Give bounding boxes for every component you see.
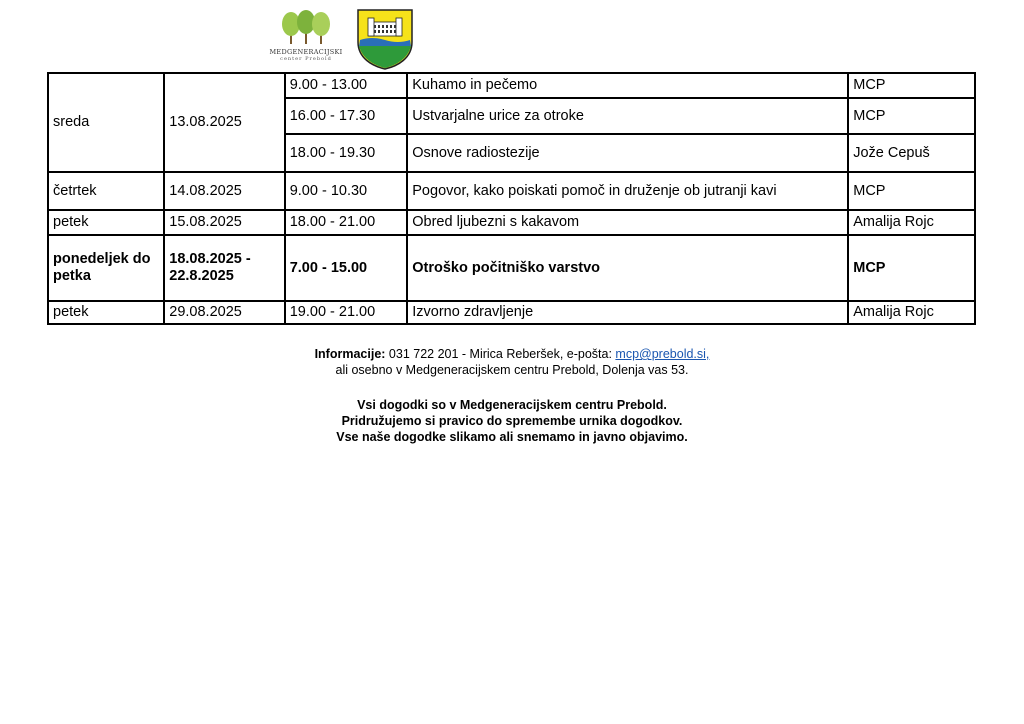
contact-line	[0, 346, 1024, 362]
event-title-cell: Izvorno zdravljenje	[407, 301, 848, 324]
mcp-logo-subtitle: center Prebold	[280, 56, 332, 62]
event-title-cell: Ustvarjalne urice za otroke	[407, 98, 848, 134]
day-cell: četrtek	[48, 172, 164, 210]
contact-line-2: ali osebno v Medgeneracijskem centru Prebold, Dolenja vas 53.	[335, 363, 689, 377]
date-cell: 13.08.2025	[164, 73, 284, 172]
day-cell: ponedeljek do petka	[48, 235, 164, 301]
note-line: Pridružujemo si pravico do spremembe urnika dogodkov.	[341, 414, 683, 428]
time-cell: 9.00 - 10.30	[285, 172, 408, 210]
event-title-cell: Pogovor, kako poiskati pomoč in druženje ob jutranji kavi	[407, 172, 848, 210]
table-row	[48, 235, 975, 301]
host-cell: Jože Cepuš	[848, 134, 975, 172]
table-row	[48, 73, 975, 98]
info-text: 031 722 201 - Mirica Reberšek, e-pošta:	[385, 347, 616, 361]
trees-icon	[276, 10, 336, 46]
time-cell: 16.00 - 17.30	[285, 98, 408, 134]
time-cell: 18.00 - 21.00	[285, 210, 408, 235]
event-title-cell: Otroško počitniško varstvo	[407, 235, 848, 301]
date-cell: 29.08.2025	[164, 301, 284, 324]
event-title-cell: Obred ljubezni s kakavom	[407, 210, 848, 235]
day-cell: petek	[48, 210, 164, 235]
time-cell: 19.00 - 21.00	[285, 301, 408, 324]
table-row	[48, 210, 975, 235]
host-cell: MCP	[848, 235, 975, 301]
event-title-cell: Kuhamo in pečemo	[407, 73, 848, 98]
email-link[interactable]: mcp@prebold.si,	[615, 347, 710, 361]
day-cell: sreda	[48, 73, 164, 172]
contact-info	[0, 346, 1024, 378]
host-cell: MCP	[848, 98, 975, 134]
date-cell: 15.08.2025	[164, 210, 284, 235]
date-cell: 14.08.2025	[164, 172, 284, 210]
host-cell: MCP	[848, 172, 975, 210]
event-title-cell: Osnove radiostezije	[407, 134, 848, 172]
host-cell: Amalija Rojc	[848, 210, 975, 235]
host-cell: Amalija Rojc	[848, 301, 975, 324]
note-line: Vse naše dogodke slikamo ali snemamo in javno objavimo.	[336, 430, 688, 444]
prebold-crest-icon	[356, 8, 414, 70]
time-cell: 18.00 - 19.30	[285, 134, 408, 172]
schedule-table	[47, 72, 976, 325]
mcp-logo-name: MEDGENERACIJSKI	[269, 48, 343, 56]
info-label: Informacije:	[314, 347, 386, 361]
table-row	[48, 172, 975, 210]
time-cell: 9.00 - 13.00	[285, 73, 408, 98]
date-cell: 18.08.2025 - 22.8.2025	[164, 235, 284, 301]
host-cell: MCP	[848, 73, 975, 98]
day-cell: petek	[48, 301, 164, 324]
table-row	[48, 301, 975, 324]
note-line: Vsi dogodki so v Medgeneracijskem centru Prebold.	[357, 398, 667, 412]
time-cell: 7.00 - 15.00	[285, 235, 408, 301]
mcp-logo	[258, 10, 354, 70]
notes-block	[0, 397, 1024, 445]
header-logos	[0, 8, 1024, 72]
